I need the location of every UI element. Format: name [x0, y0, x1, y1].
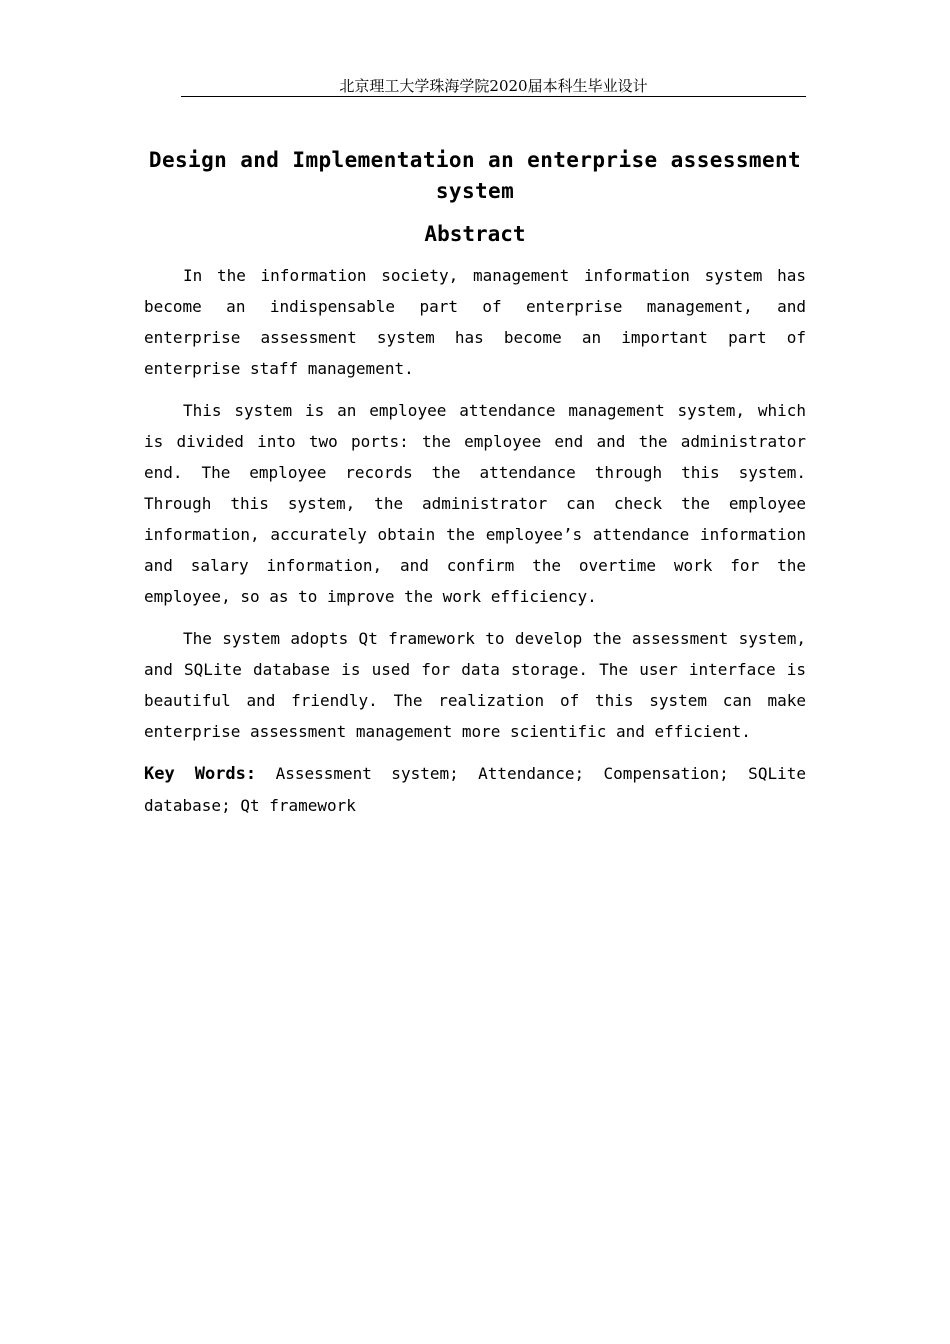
thesis-title: Design and Implementation an enterprise assessment system	[148, 148, 802, 203]
keywords-list: Assessment system; Attendance; Compensation; SQLite database; Qt framework	[144, 764, 806, 815]
abstract-paragraph-3: The system adopts Qt framework to develop the assessment system, and SQLite database is used for data storage. The user interface is beautiful and friendly. The realization of this system can make enterprise assessment management more scientific and efficient.	[144, 629, 806, 741]
abstract-heading: Abstract	[424, 222, 526, 246]
keywords-label: Key Words:	[144, 764, 257, 784]
header-rule	[181, 96, 806, 97]
keywords-line	[144, 758, 806, 821]
abstract-body	[144, 145, 806, 821]
abstract-paragraph-1: In the information society, management information system has become an indispensable part of enterprise management, and enterprise assessment system has become an important part of enterprise staff management.	[144, 266, 806, 378]
abstract-paragraph-2: This system is an employee attendance management system, which is divided into two ports: the employee end and the administrator end. The employee records the attendance through this system. Through this system, the administrator can check the employee information, accurately obtain the employee’s attendance information and salary information, and confirm the overtime work for the employee, so as to improve the work efficiency.	[144, 401, 806, 606]
running-header: 北京理工大学珠海学院2020届本科生毕业设计	[339, 77, 648, 95]
